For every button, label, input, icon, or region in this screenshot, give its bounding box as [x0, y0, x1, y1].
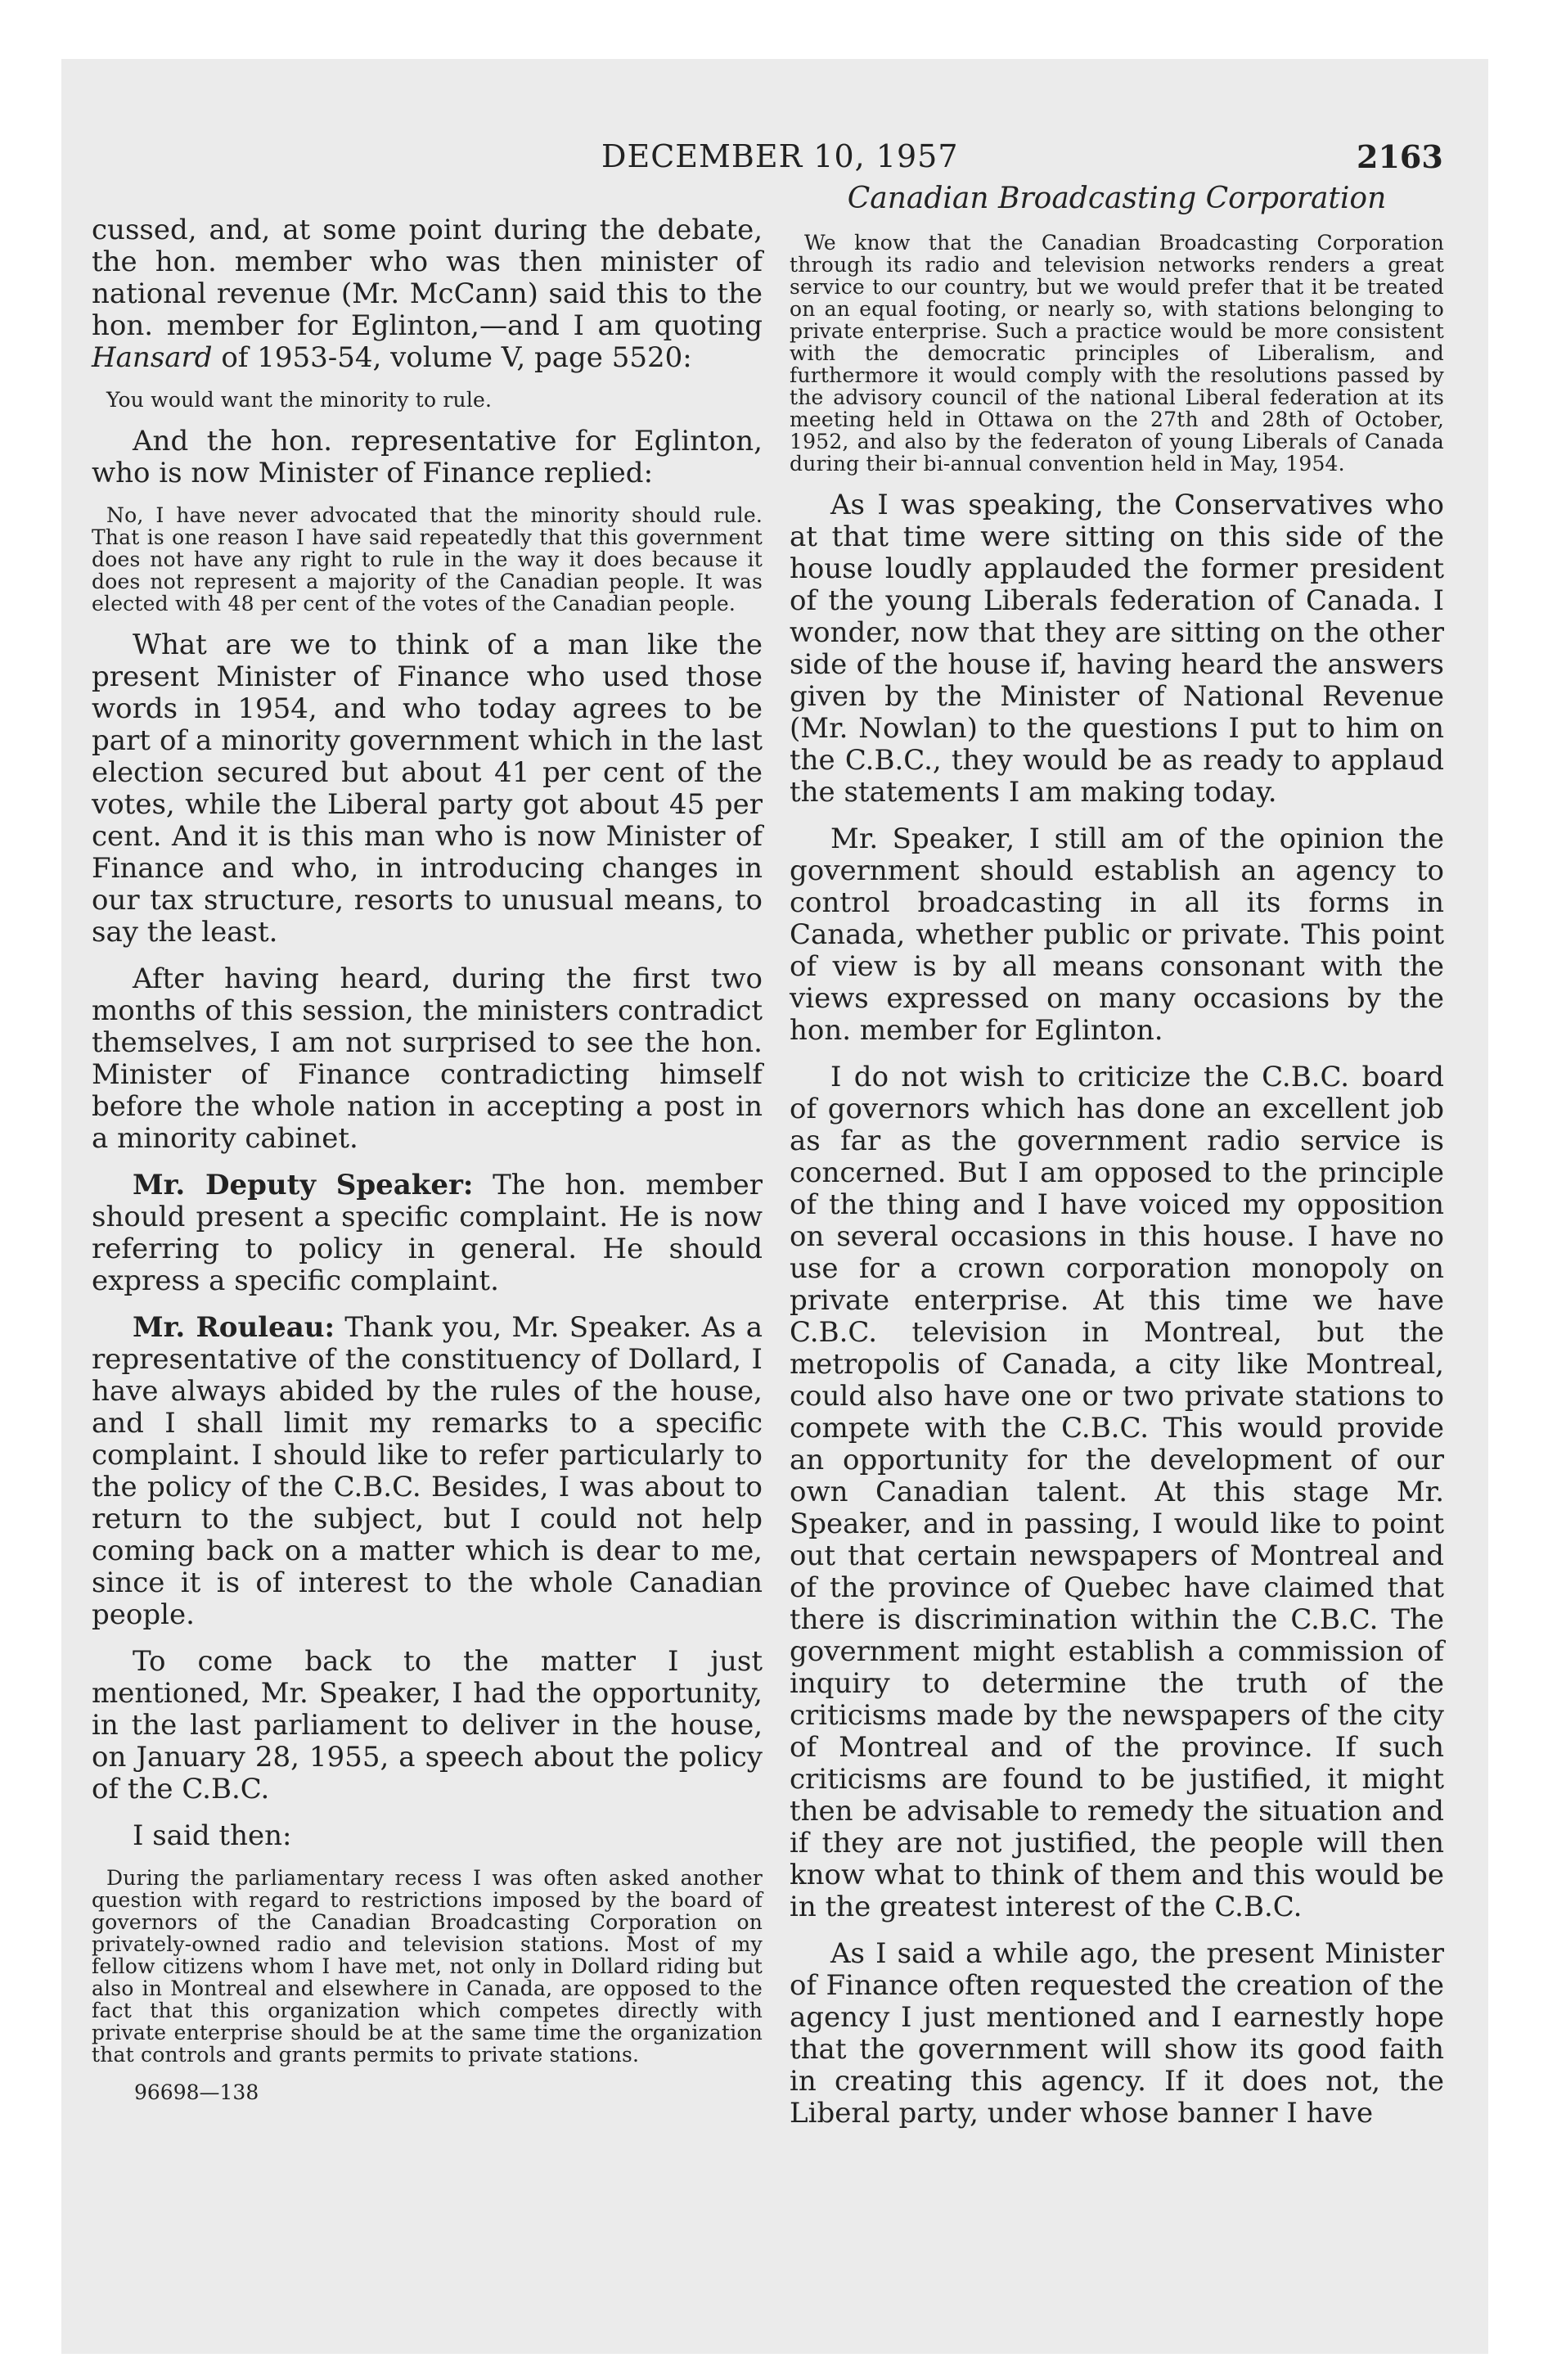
hansard-italic: Hansard [92, 341, 213, 374]
speaker-name: Mr. Deputy Speaker: [133, 1169, 474, 1201]
paragraph [92, 1170, 763, 1297]
paragraph [92, 1312, 763, 1631]
paragraph: What are we to think of a man like the present Minister of Finance who used those words in 1954, and who today agrees to be part of a minority government which in the last election secured but about 41 per cent of the votes, while the Liberal party got about 45 per cent. And it is this man who is now Minister of Finance and who, in introducing changes in our tax structure, resorts to unusual means, to say the least. [92, 629, 763, 949]
speaker-name: Mr. Rouleau: [133, 1311, 335, 1344]
speech-text: Thank you, Mr. Speaker. As a representative of the constituency of Dollard, I have always abided by the rules of the house, and I shall limit my remarks to a specific complaint. I should like to refer particularly to the policy of the C.B.C. Besides, I was about to return to the subject, but I could not help coming back on a matter which is dear to me, since it is of interest to the whole Canadian people. [92, 1311, 763, 1631]
page-header [61, 138, 1488, 187]
paragraph: I said then: [133, 1819, 292, 1852]
speech-text: The hon. member should present a specific complaint. He is now referring to policy in general. He should express a specific complaint. [92, 1169, 763, 1297]
paragraph: To come back to the matter I just mentioned, Mr. Speaker, I had the opportunity, in the last parliament to deliver in the house, on January 28, 1955, a speech about the policy of the C.B.C. [92, 1645, 763, 1805]
right-column [790, 182, 1444, 2144]
page-number: 2163 [1357, 138, 1443, 175]
paragraph [92, 214, 763, 374]
paragraph: As I was speaking, the Conservatives who at that time were sitting on this side of the house loudly applauded the former president of the young Liberals federation of Canada. I wonder, now that they are sitting on the other side of the house if, having heard the answers given by the Minister of National Revenue (Mr. Nowlan) to the questions I put to him on the C.B.C., they would be as ready to applaud the statements I am making today. [790, 489, 1444, 809]
quotation: During the parliamentary recess I was often asked another question with regard to restrictions imposed by the board of governors of the Canadian Broadcasting Corporation on privately-owned radio and television stations. Most of my fellow citizens whom I have met, not only in Dollard riding but also in Montreal and elsewhere in Canada, are opposed to the fact that this organization which competes directly with private enterprise should be at the same time the organization that controls and grants permits to private stations. [92, 1866, 763, 2067]
paragraph: As I said a while ago, the present Minister of Finance often requested the creation of the agency I just mentioned and I earnestly hope that the government will show its good faith in creating this agency. If it does not, the Liberal party, under whose banner I have [790, 1937, 1444, 2130]
quotation: No, I have never advocated that the minority should rule. That is one reason I have said repeatedly that this government does not have any right to rule in the way it does because it does not represent a majority of the Canadian people. It was elected with 48 per cent of the votes of the Canadian people. [92, 503, 763, 615]
header-date: DECEMBER 10, 1957 [601, 138, 959, 174]
paragraph-text: of 1953-54, volume V, page 5520: [212, 341, 692, 374]
paragraph-text: cussed, and, at some point during the debate, the hon. member who was then minister of national revenue (Mr. McCann) said this to the hon. member for Eglinton,—and I am quoting [92, 214, 763, 342]
paragraph: Mr. Speaker, I still am of the opinion the government should establish an agency to control broadcasting in all its forms in Canada, whether public or private. This point of view is by all means consonant with the views expressed on many occasions by the hon. member for Eglinton. [790, 823, 1444, 1047]
left-column [92, 214, 763, 2104]
quotation: You would want the minority to rule. [106, 388, 493, 412]
page-footer-code: 96698—138 [134, 2080, 259, 2104]
paragraph: I do not wish to criticize the C.B.C. board of governors which has done an excellent job as far as the government radio service is concerned. But I am opposed to the principle of the thing and I have voiced my opposition on several occasions in this house. I have no use for a crown corporation monopoly on private enterprise. At this time we have C.B.C. television in Montreal, but the metropolis of Canada, a city like Montreal, could also have one or two private stations to compete with the C.B.C. This would provide an opportunity for the development of our own Canadian talent. At this stage Mr. Speaker, and in passing, I would like to point out that certain newspapers of Montreal and of the province of Quebec have claimed that there is discrimination within the C.B.C. The government might establish a commission of inquiry to determine the truth of the criticisms made by the newspapers of the city of Montreal and of the province. If such criticisms are found to be justified, it might then be advisable to remedy the situation and if they are not justified, the people will then know what to think of them and this would be in the greatest interest of the C.B.C. [790, 1061, 1444, 1923]
paragraph: After having heard, during the first two months of this session, the ministers contradict themselves, I am not surprised to see the hon. Minister of Finance contradicting himself before the whole nation in accepting a post in a minority cabinet. [92, 962, 763, 1155]
paragraph: And the hon. representative for Eglinton, who is now Minister of Finance replied: [92, 425, 763, 489]
hansard-page [61, 59, 1488, 2354]
quotation: We know that the Canadian Broadcasting Corporation through its radio and television networks renders a great service to our country, but we would prefer that it be treated on an equal footing, or nearly so, with stations belonging to private enterprise. Such a practice would be more consistent with the democratic principles of Liberalism, and furthermore it would comply with the resolutions passed by the advisory council of the national Liberal federation at its meeting held in Ottawa on the 27th and 28th of October, 1952, and also by the federaton of young Liberals of Canada during their bi-annual convention held in May, 1954. [790, 231, 1444, 476]
section-subtitle: Canadian Broadcasting Corporation [847, 182, 1387, 215]
